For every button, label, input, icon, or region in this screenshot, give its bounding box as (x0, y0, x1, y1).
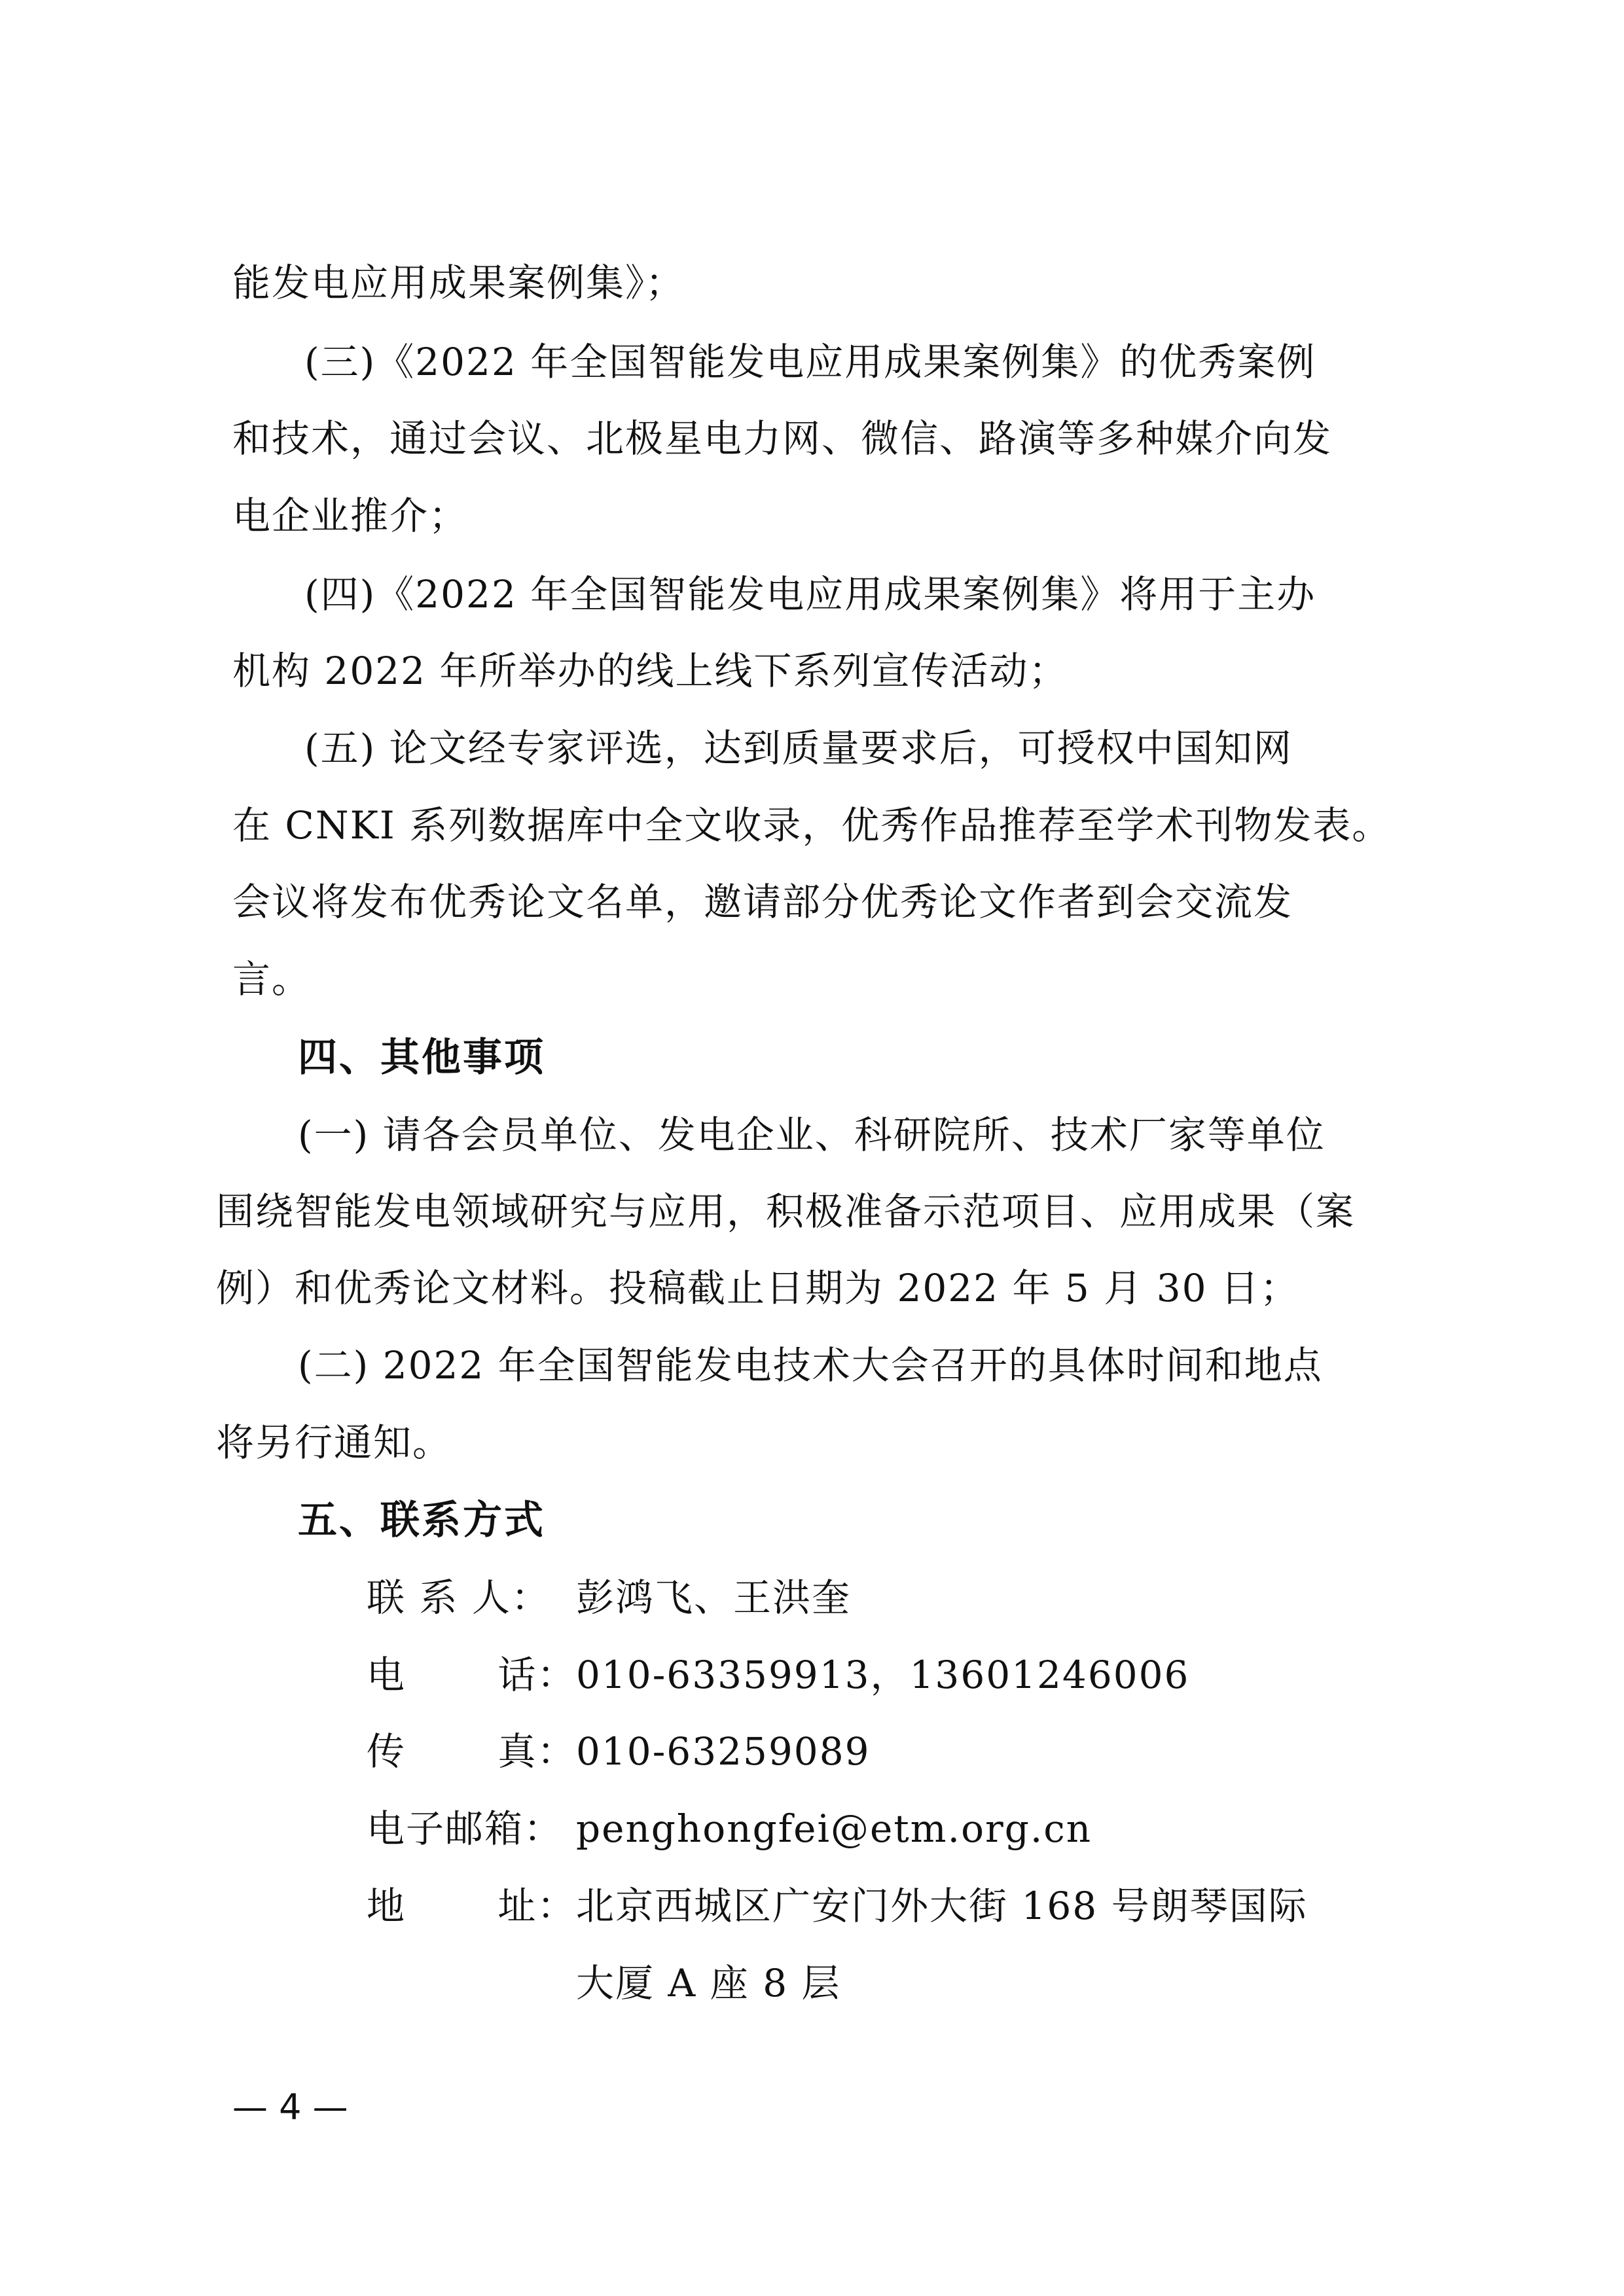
contact-person-label: 联 系 人： (367, 1575, 550, 1620)
address-value-line-1: 北京西城区广安门外大街 168 号朗琴国际 (576, 1884, 1308, 1928)
section-4-heading: 四、其他事项 (298, 1035, 545, 1081)
fax-value: 010-63259089 (576, 1729, 871, 1774)
email-value[interactable]: penghongfei@etm.org.cn (576, 1806, 1092, 1851)
section-4-item-1-line-3: 例）和优秀论文材料。投稿截止日期为 2022 年 5 月 30 日； (216, 1266, 1299, 1310)
para-5-line-2: 在 CNKI 系列数据库中全文收录，优秀作品推荐至学术刊物发表。 (232, 803, 1392, 848)
section-4-item-1-line-1: (一) 请各会员单位、发电企业、科研院所、技术厂家等单位 (298, 1113, 1326, 1157)
page-number: — 4 — (232, 2087, 348, 2128)
section-5-heading: 五、联系方式 (298, 1498, 545, 1543)
address-value-line-2: 大厦 A 座 8 层 (576, 1961, 841, 2005)
para-5-line-4: 言。 (232, 957, 312, 1001)
fax-label: 传 真： (367, 1729, 577, 1774)
body-line-continuation: 能发电应用成果案例集》； (232, 260, 685, 305)
section-4-item-1-line-2: 围绕智能发电领域研究与应用，积极准备示范项目、应用成果（案 (216, 1189, 1356, 1234)
para-3-line-3: 电企业推介； (232, 493, 469, 538)
contact-person-value: 彭鸿飞、王洪奎 (576, 1575, 852, 1620)
para-5-line-3: 会议将发布优秀论文名单，邀请部分优秀论文作者到会交流发 (232, 880, 1293, 924)
phone-label: 电 话： (367, 1653, 577, 1697)
para-4-line-1: (四)《2022 年全国智能发电应用成果案例集》将用于主办 (304, 572, 1316, 617)
para-4-line-2: 机构 2022 年所举办的线上线下系列宣传活动； (232, 649, 1068, 693)
para-3-line-1: (三)《2022 年全国智能发电应用成果案例集》的优秀案例 (304, 340, 1316, 384)
section-4-item-2-line-1: (二) 2022 年全国智能发电技术大会召开的具体时间和地点 (298, 1343, 1323, 1388)
email-label: 电子邮箱： (367, 1806, 564, 1851)
section-4-item-2-line-2: 将另行通知。 (216, 1420, 452, 1465)
phone-value: 010-63359913，13601246006 (576, 1653, 1190, 1697)
para-5-line-1: (五) 论文经专家评选，达到质量要求后，可授权中国知网 (304, 726, 1293, 770)
para-3-line-2: 和技术，通过会议、北极星电力网、微信、路演等多种媒介向发 (232, 416, 1333, 461)
address-label: 地 址： (367, 1884, 577, 1928)
